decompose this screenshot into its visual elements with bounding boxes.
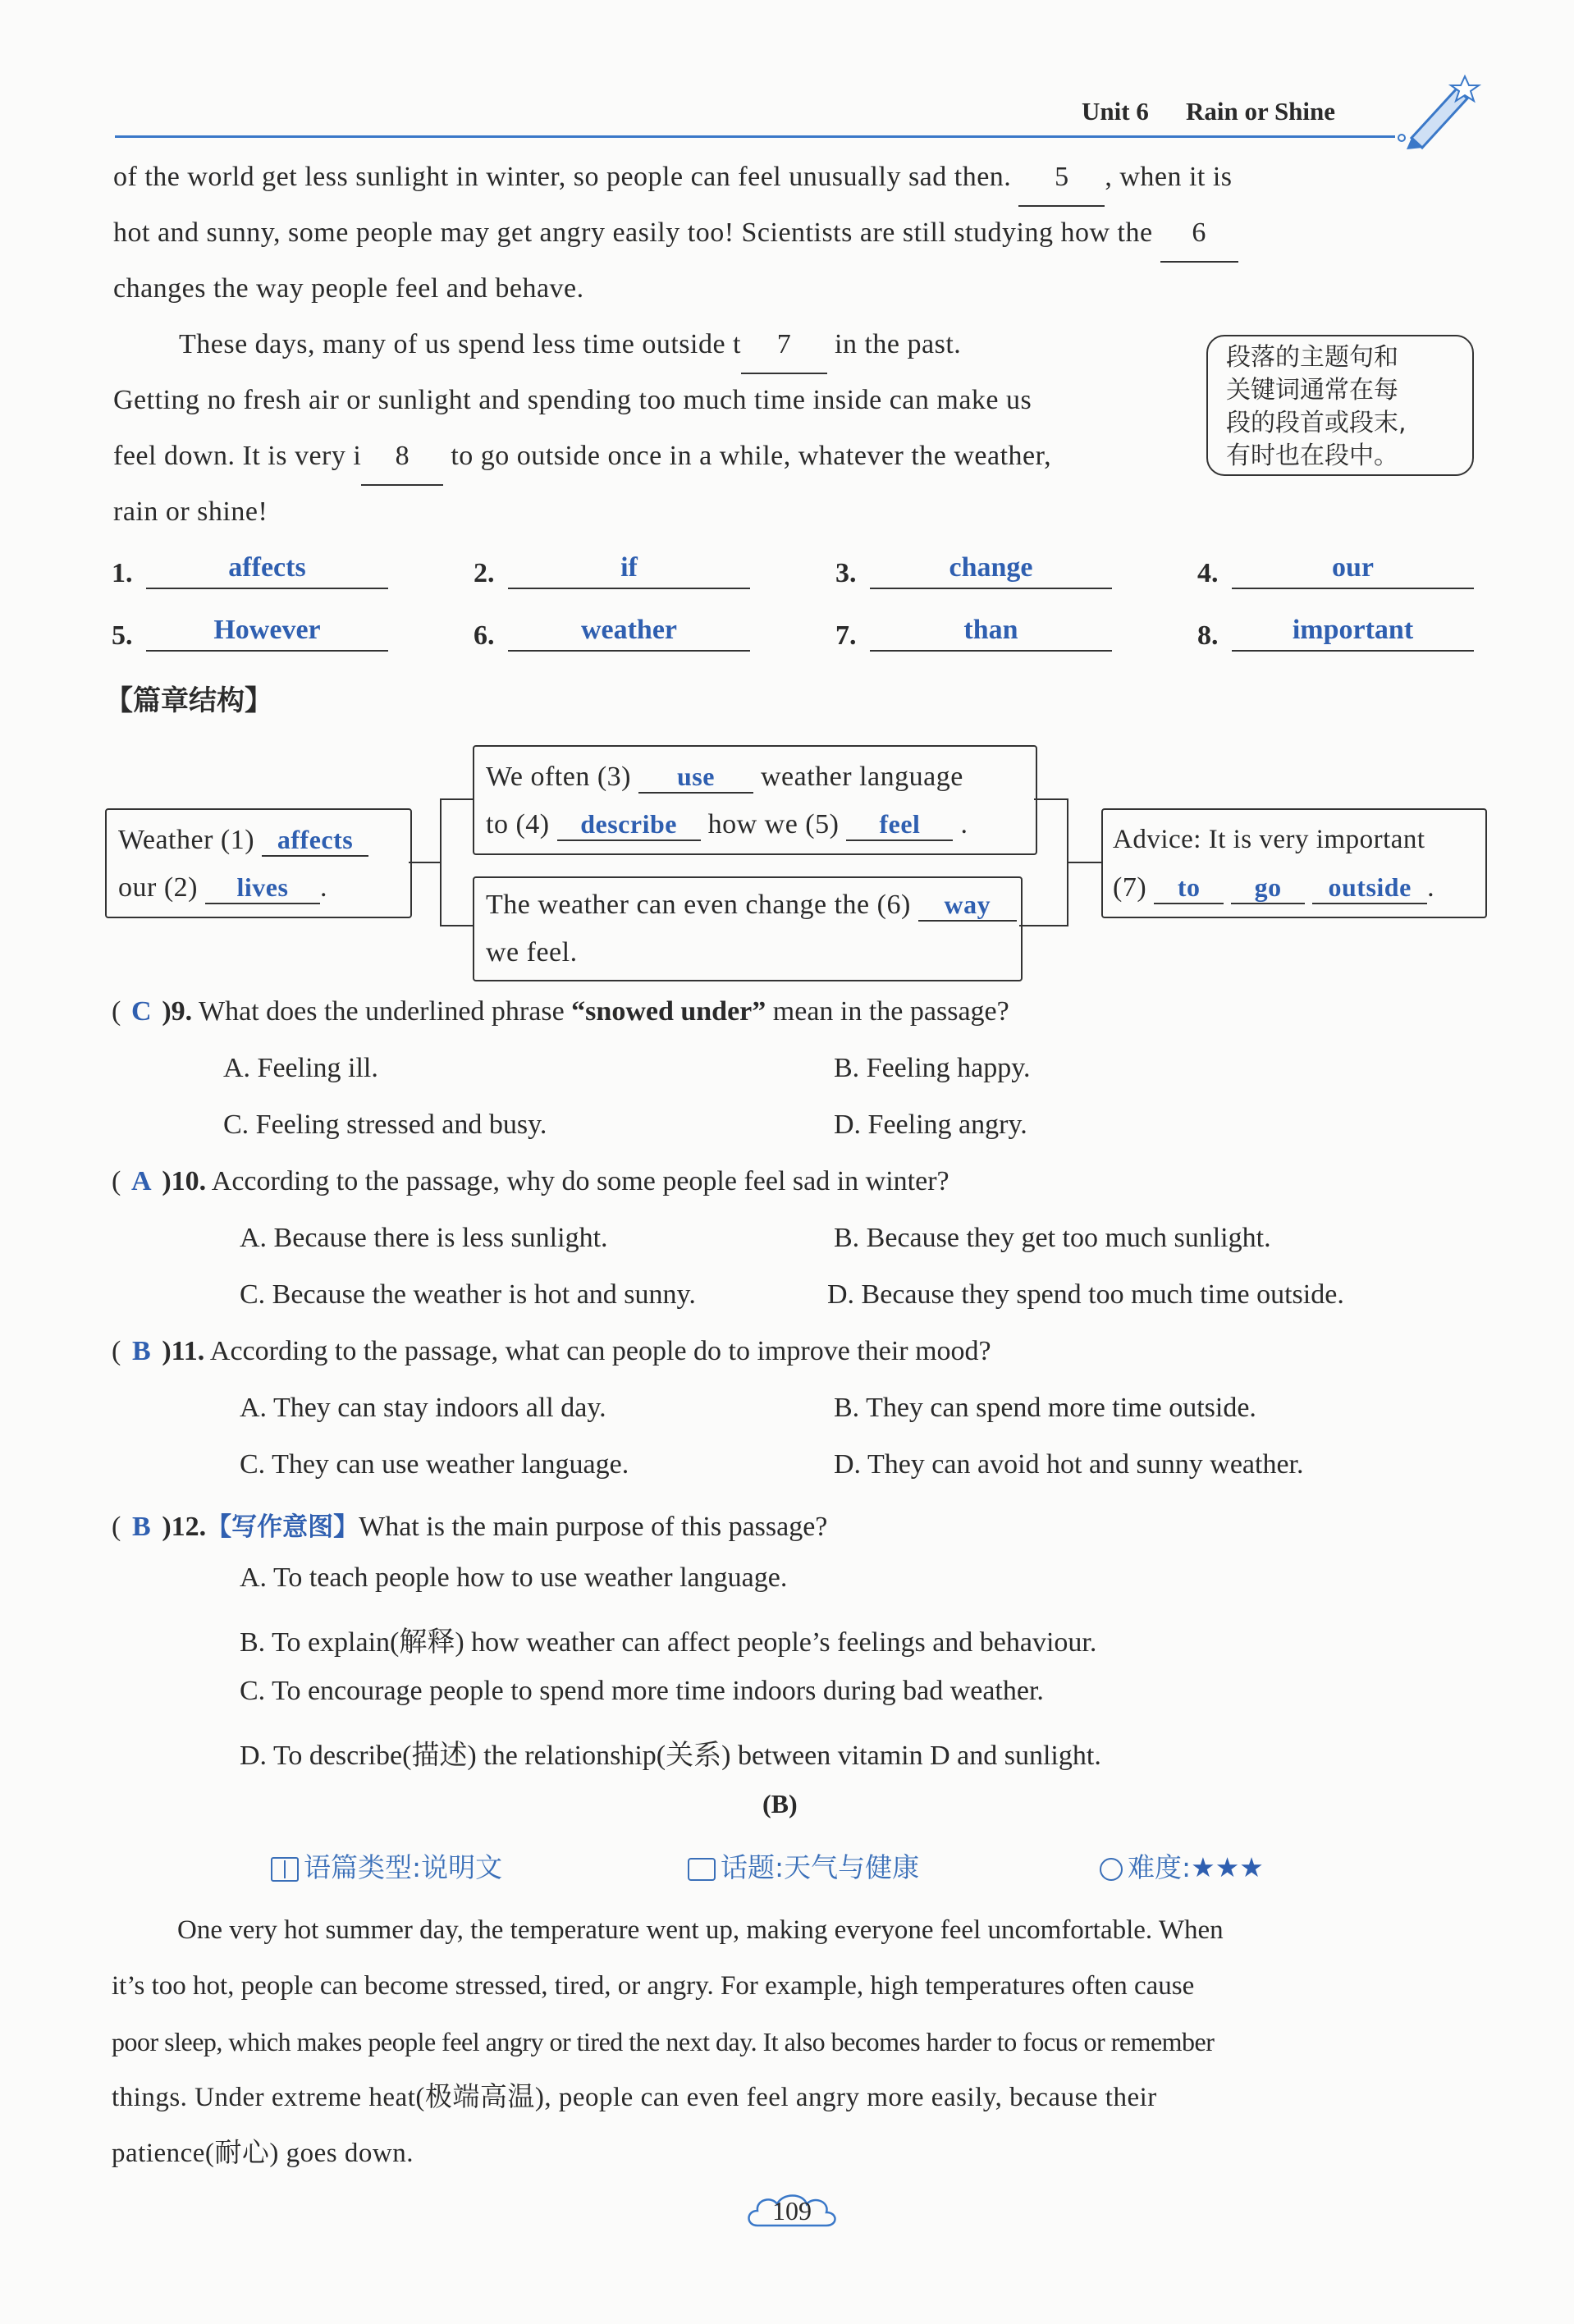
topic-value: 话题:天气与健康	[721, 1851, 920, 1883]
book-icon	[271, 1857, 299, 1882]
blank-structure-6[interactable]: way	[918, 890, 1017, 922]
passage-text: in the past.	[835, 329, 962, 359]
box-label: (7)	[1113, 872, 1147, 903]
option-b[interactable]: B. They can spend more time outside.	[834, 1393, 1256, 1423]
box-label: We often (3)	[486, 762, 631, 792]
tip-line: 段的段首或段末,	[1226, 409, 1407, 437]
answer-num: 3.	[835, 558, 857, 588]
option-a[interactable]: A. Feeling ill.	[223, 1053, 378, 1083]
question-text: What does the underlined phrase	[199, 996, 565, 1027]
box-text	[486, 890, 1017, 922]
passage-a-line5: Getting no fresh air or sunlight and spending too much time inside can make us	[113, 385, 1032, 415]
box-label: .	[319, 872, 327, 903]
blank-structure-7b[interactable]: go	[1231, 872, 1305, 904]
answer-num: 6.	[474, 620, 495, 651]
box-label: .	[1427, 872, 1435, 903]
box-label: to (4)	[486, 809, 550, 839]
question-number: )9.	[162, 996, 193, 1027]
answer-field[interactable]: than	[870, 614, 1112, 652]
question-phrase: “snowed under”	[571, 996, 766, 1027]
option-d[interactable]: D. Feeling angry.	[834, 1109, 1027, 1140]
blank-structure-5[interactable]: feel	[846, 809, 953, 841]
box-label: our (2)	[118, 872, 198, 903]
passage-text: to go outside once in a while, whatever the weather,	[451, 441, 1052, 471]
question-text: mean in the passage?	[772, 996, 1009, 1027]
answer-field[interactable]: affects	[146, 551, 388, 589]
blank-structure-1[interactable]: affects	[262, 825, 368, 857]
tip-line: 有时也在段中。	[1226, 441, 1398, 470]
passage-a-line6	[113, 428, 1051, 486]
answer-field[interactable]: weather	[508, 614, 750, 652]
connector	[1019, 925, 1068, 926]
blank-6[interactable]: 6	[1160, 205, 1238, 263]
answer-num: 8.	[1197, 620, 1219, 651]
passage-a-line4	[179, 317, 961, 374]
question-text: According to the passage, what can people do to improve their mood?	[209, 1336, 991, 1366]
option-d[interactable]: D. To describe(描述) the relationship(关系) between vitamin D and sunlight.	[240, 1741, 1101, 1771]
passage-b-line4: things. Under extreme heat(极端高温), people can even feel angry more easily, because their	[112, 2083, 1157, 2112]
box-advice	[1101, 808, 1487, 918]
paren-open: (	[112, 1166, 121, 1196]
passage-b-line5: patience(耐心) goes down.	[112, 2139, 414, 2168]
paren-open: (	[112, 1336, 121, 1366]
writing-purpose-tag: 【写作意图】	[206, 1512, 359, 1542]
answer-field[interactable]: important	[1232, 614, 1474, 652]
box-label: we feel.	[486, 937, 578, 968]
question-stem	[112, 1166, 949, 1197]
blank-structure-7c[interactable]: outside	[1312, 872, 1427, 904]
difficulty-text: 难度:	[1128, 1851, 1192, 1883]
option-c[interactable]: C. Feeling stressed and busy.	[223, 1109, 547, 1140]
question-text: What is the main purpose of this passage?	[359, 1512, 828, 1542]
blank-structure-4[interactable]: describe	[557, 809, 701, 841]
option-c[interactable]: C. To encourage people to spend more time indoors during bad weather.	[240, 1676, 1044, 1706]
answer-num: 7.	[835, 620, 857, 651]
box-text	[486, 809, 968, 841]
passage-a-line1	[113, 149, 1233, 207]
connector	[409, 862, 440, 863]
option-d[interactable]: D. They can avoid hot and sunny weather.	[834, 1449, 1304, 1480]
question-number: )11.	[162, 1336, 205, 1366]
text-type-label	[271, 1846, 502, 1885]
passage-b-line3: poor sleep, which makes people feel angry or tired the next day. It also becomes harder to focus or remember	[112, 2027, 1215, 2056]
structure-heading: 【篇章结构】	[105, 684, 272, 717]
passage-a-line3: changes the way people feel and behave.	[113, 273, 584, 304]
answer-field[interactable]: if	[508, 551, 750, 589]
text-type-value: 语篇类型:说明文	[304, 1851, 503, 1883]
passage-text: feel down. It is very i	[113, 441, 362, 471]
option-b[interactable]: B. Feeling happy.	[834, 1053, 1031, 1083]
option-a[interactable]: A. They can stay indoors all day.	[240, 1393, 606, 1423]
question-stem	[112, 1336, 991, 1367]
box-weather-change	[473, 876, 1023, 981]
box-weather-language	[473, 745, 1037, 855]
passage-text: , when it is	[1105, 162, 1233, 192]
passage-a-line7: rain or shine!	[113, 496, 268, 527]
answer-num: 2.	[474, 558, 495, 588]
answer-num: 1.	[112, 558, 133, 588]
question-stem	[112, 1506, 827, 1543]
answer-choice[interactable]: B	[131, 1336, 151, 1366]
answer-choice[interactable]: A	[131, 1166, 152, 1196]
passage-text: of the world get less sunlight in winter, so people can feel unusually sad then.	[113, 162, 1012, 192]
difficulty-label	[1100, 1846, 1264, 1885]
box-weather-affects	[105, 808, 412, 918]
box-text	[118, 825, 368, 857]
blank-structure-2[interactable]: lives	[205, 872, 320, 904]
answer-choice[interactable]: B	[131, 1512, 151, 1542]
answer-field[interactable]: However	[146, 614, 388, 652]
section-b-title: (B)	[762, 1789, 798, 1818]
blank-7[interactable]: 7	[741, 317, 827, 374]
box-label: The weather can even change the (6)	[486, 890, 911, 920]
paren-open: (	[112, 996, 121, 1027]
question-text: According to the passage, why do some people feel sad in winter?	[211, 1166, 949, 1196]
connector	[440, 798, 473, 800]
connector	[440, 925, 473, 926]
option-b[interactable]: B. Because they get too much sunlight.	[834, 1223, 1271, 1253]
option-a[interactable]: A. Because there is less sunlight.	[240, 1223, 608, 1253]
unit-title: Rain or Shine	[1186, 97, 1336, 126]
answer-choice[interactable]: C	[131, 996, 152, 1027]
passage-a-line2	[113, 205, 1238, 263]
answer-field[interactable]: our	[1232, 551, 1474, 589]
box-label: weather language	[760, 762, 963, 792]
passage-b-line2: it’s too hot, people can become stressed, tired, or angry. For example, high temperatures often cause	[112, 1971, 1195, 2001]
passage-b-line1: One very hot summer day, the temperature went up, making everyone feel uncomfortable. When	[177, 1915, 1224, 1945]
speech-bubble-icon	[688, 1858, 716, 1881]
unit-label: Unit 6	[1082, 97, 1149, 126]
tip-line: 关键词通常在每	[1226, 376, 1398, 405]
option-b[interactable]: B. To explain(解释) how weather can affect people’s feelings and behaviour.	[240, 1627, 1097, 1658]
medal-icon	[1100, 1858, 1123, 1881]
option-c[interactable]: C. They can use weather language.	[240, 1449, 629, 1480]
box-label: how we (5)	[707, 809, 840, 839]
passage-text: hot and sunny, some people may get angry easily too! Scientists are still studying how the	[113, 217, 1153, 248]
box-text	[118, 872, 327, 904]
box-label: Weather (1)	[118, 825, 255, 855]
tip-line: 段落的主题句和	[1226, 343, 1398, 372]
tip-box	[1206, 335, 1474, 476]
pencil-star-icon	[1395, 72, 1485, 150]
page-number-cloud	[743, 2188, 841, 2234]
option-d[interactable]: D. Because they spend too much time outside.	[827, 1279, 1344, 1310]
blank-8[interactable]: 8	[361, 428, 443, 486]
connector	[1067, 862, 1101, 863]
header-rule	[115, 135, 1395, 138]
question-number: )10.	[162, 1166, 207, 1196]
blank-structure-7a[interactable]: to	[1154, 872, 1224, 904]
connector	[440, 798, 442, 926]
page-number: 109	[772, 2196, 812, 2226]
box-text	[1113, 872, 1434, 904]
answer-num: 5.	[112, 620, 133, 651]
topic-label	[688, 1846, 919, 1885]
answer-field[interactable]: change	[870, 551, 1112, 589]
option-c[interactable]: C. Because the weather is hot and sunny.	[240, 1279, 696, 1310]
blank-5[interactable]: 5	[1018, 149, 1105, 207]
question-number: )12.	[162, 1512, 207, 1542]
paren-open: (	[112, 1512, 121, 1542]
connector	[1034, 798, 1068, 800]
passage-text: These days, many of us spend less time outside t	[179, 329, 742, 359]
box-label: .	[960, 809, 968, 839]
box-text	[486, 762, 963, 794]
question-stem	[112, 996, 1009, 1027]
difficulty-stars: ★★★	[1191, 1851, 1264, 1883]
option-a[interactable]: A. To teach people how to use weather language.	[240, 1562, 788, 1593]
blank-structure-3[interactable]: use	[638, 762, 753, 794]
answer-num: 4.	[1197, 558, 1219, 588]
box-label: Advice: It is very important	[1113, 825, 1425, 854]
